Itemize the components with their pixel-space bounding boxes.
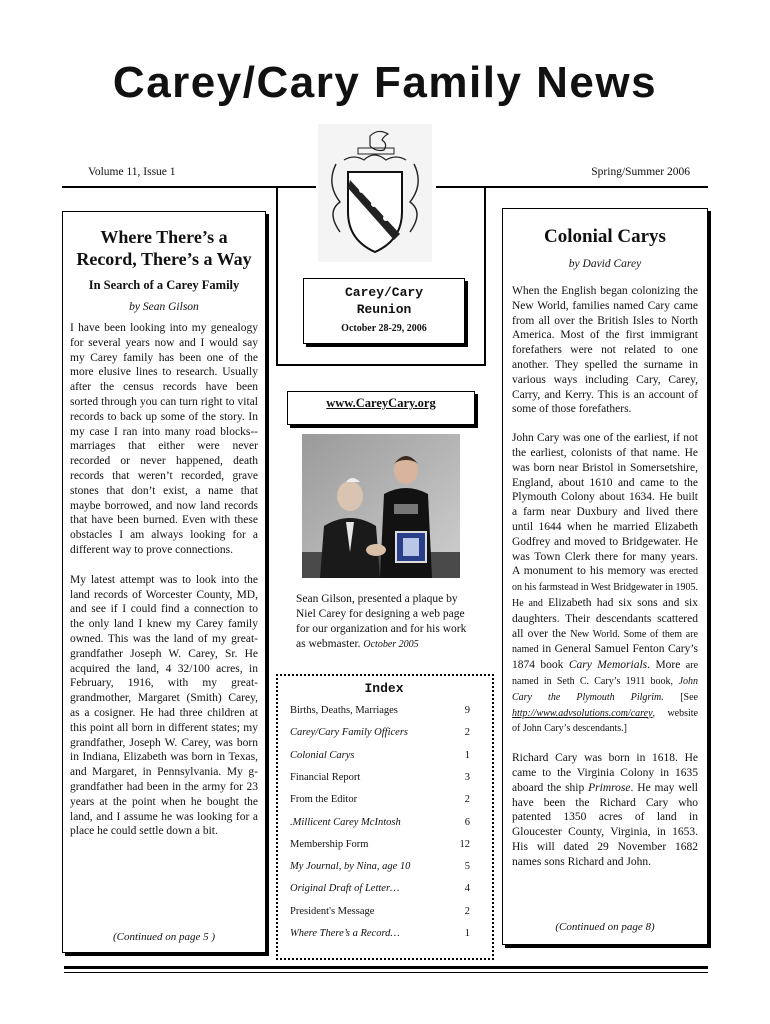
left-article — [70, 226, 258, 839]
reunion-title: Carey/Cary — [344, 285, 423, 300]
issue-volume: Volume 11, Issue 1 — [88, 166, 176, 178]
article-paragraph: Richard Cary was born in 1618. He came to the Virginia Colony in 1635 aboard the ship Primrose. He may well have been the Richard Cary who patented 1350 acres of land in Gloucester County, Virginia, in 1653. His will dated 29 November 1682 names sons Richard and John. — [512, 752, 698, 868]
article-paragraph: My latest attempt was to look into the land records of Worcester County, MD, and see if I could find a connection to the only land I knew my Carey family owned. This was the land of my great-grandfather Joseph W. Carey, Sr. He acquired the land, 4 32/100 acres, in February, 1916, with my great-grandmother, Margaret (Smith) Carey, as a cosigner. He had three children at this point all born in different states; my grandfather, Joseph W. Carey, was born in Indiana, Elizabeth was born in Texas, and Margaret, in Pennsylvania. My g-grandfather had been in the army for 23 years at the point when he bought the land, and I assume he was looking for a place he could settle down a bit. — [70, 573, 258, 838]
article-byline: by Sean Gilson — [129, 301, 199, 313]
photo-caption-date: October 2005 — [363, 639, 419, 650]
right-article-title: Colonial Carys — [544, 226, 666, 247]
index-item[interactable]: Colonial Carys 1 — [290, 750, 470, 761]
index-item[interactable]: President's Message 2 — [290, 906, 470, 917]
frame-line — [276, 364, 486, 366]
index-title: Index — [364, 681, 404, 696]
footer-rule-thin — [64, 972, 708, 973]
continued-note: (Continued on page 8) — [555, 921, 655, 933]
issue-season: Spring/Summer 2006 — [591, 166, 690, 178]
newsletter-title: Carey/Cary Family News — [112, 58, 658, 107]
article-title-line1: Where There’s a — [100, 227, 228, 247]
article-paragraph: I have been looking into my genealogy for several years now and I would say my Carey family has been one of the more elusive lines to research. Usually after the census records have been sorted through you can turn right to vital records to back up some of the story. In my case I ran into many road blocks--marriages that either were never recorded or never happened, death records that weren’t recorded, grave stones that don’t exist, a name that maybe borrowed, and now land records that have been burned. Even with these obstacles I am always looking for a different way to prove connections. — [70, 322, 258, 556]
photo-caption-text: Sean Gilson, presented a plaque by Niel Carey for designing a web page for our organization and for his work as webmaster. — [296, 593, 467, 650]
index-item[interactable]: Membership Form 12 — [290, 839, 470, 850]
index-list — [276, 705, 492, 945]
index-item[interactable]: Financial Report 3 — [290, 772, 470, 783]
footer-rule-thick — [64, 966, 708, 969]
right-article — [512, 226, 698, 869]
website-link[interactable]: www.CareyCary.org — [326, 396, 436, 410]
reunion-subtitle: Reunion — [356, 302, 412, 317]
index-item[interactable]: Births, Deaths, Marriages 9 — [290, 705, 470, 716]
continued-note: (Continued on page 5 ) — [112, 931, 216, 943]
index-item[interactable]: .Millicent Carey McIntosh 6 — [290, 817, 470, 828]
frame-line — [484, 188, 486, 366]
frame-line — [276, 188, 278, 366]
descendants-website-link[interactable]: http://www.advsolutions.com/carey — [512, 707, 653, 719]
article-paragraph: When the English began colonizing the New World, families named Cary came from all over the British Isles to North America. Most of the first immigrant forefathers were not related to one another. They spelled the surname in various ways including Cary, Carey, Carry, and Kerry. This is an account of some of those forefathers. — [512, 285, 698, 416]
index-item[interactable]: My Journal, by Nina, age 10 5 — [290, 861, 470, 872]
article-paragraph: John Cary was one of the earliest, if not the earliest, colonists of that name. He was born near Bristol in Somersetshire, England, about 1610 and came to the Plymouth Colony about 1634. He built a farm near Duxbury and lived there until 1644 when he married Elizabeth Godfrey and moved to Bridgewater. He was Town Clerk there for many years. A monument to his memory was erected on his farmstead in West Bridgewater in 1905. He and Elizabeth had six sons and six daughters. Their descendants scattered all over the New World. Some of them are named in General Samuel Fenton Cary’s 1874 book Cary Memorials. More are named in Seth C. Cary’s 1911 book, John Cary the Plymouth Pilgrim. [See http://www.advsolutions.com/carey, website of John Cary’s descendants.] — [512, 432, 699, 735]
photo-caption — [296, 592, 472, 652]
header-rule-right — [436, 186, 708, 188]
index-item[interactable]: Original Draft of Letter… 4 — [290, 883, 470, 894]
index-item[interactable]: From the Editor 2 — [290, 794, 470, 805]
article-title-line2: Record, There’s a Way — [76, 249, 252, 269]
index-item[interactable]: Where There’s a Record… 1 — [290, 928, 470, 939]
right-article-byline: by David Carey — [568, 258, 642, 270]
article-subtitle: In Search of a Carey Family — [88, 278, 240, 292]
index-item[interactable]: Carey/Cary Family Officers 2 — [290, 727, 470, 738]
coat-of-arms-emblem — [318, 124, 432, 262]
award-photo — [302, 434, 460, 578]
reunion-date: October 28-29, 2006 — [341, 323, 427, 334]
